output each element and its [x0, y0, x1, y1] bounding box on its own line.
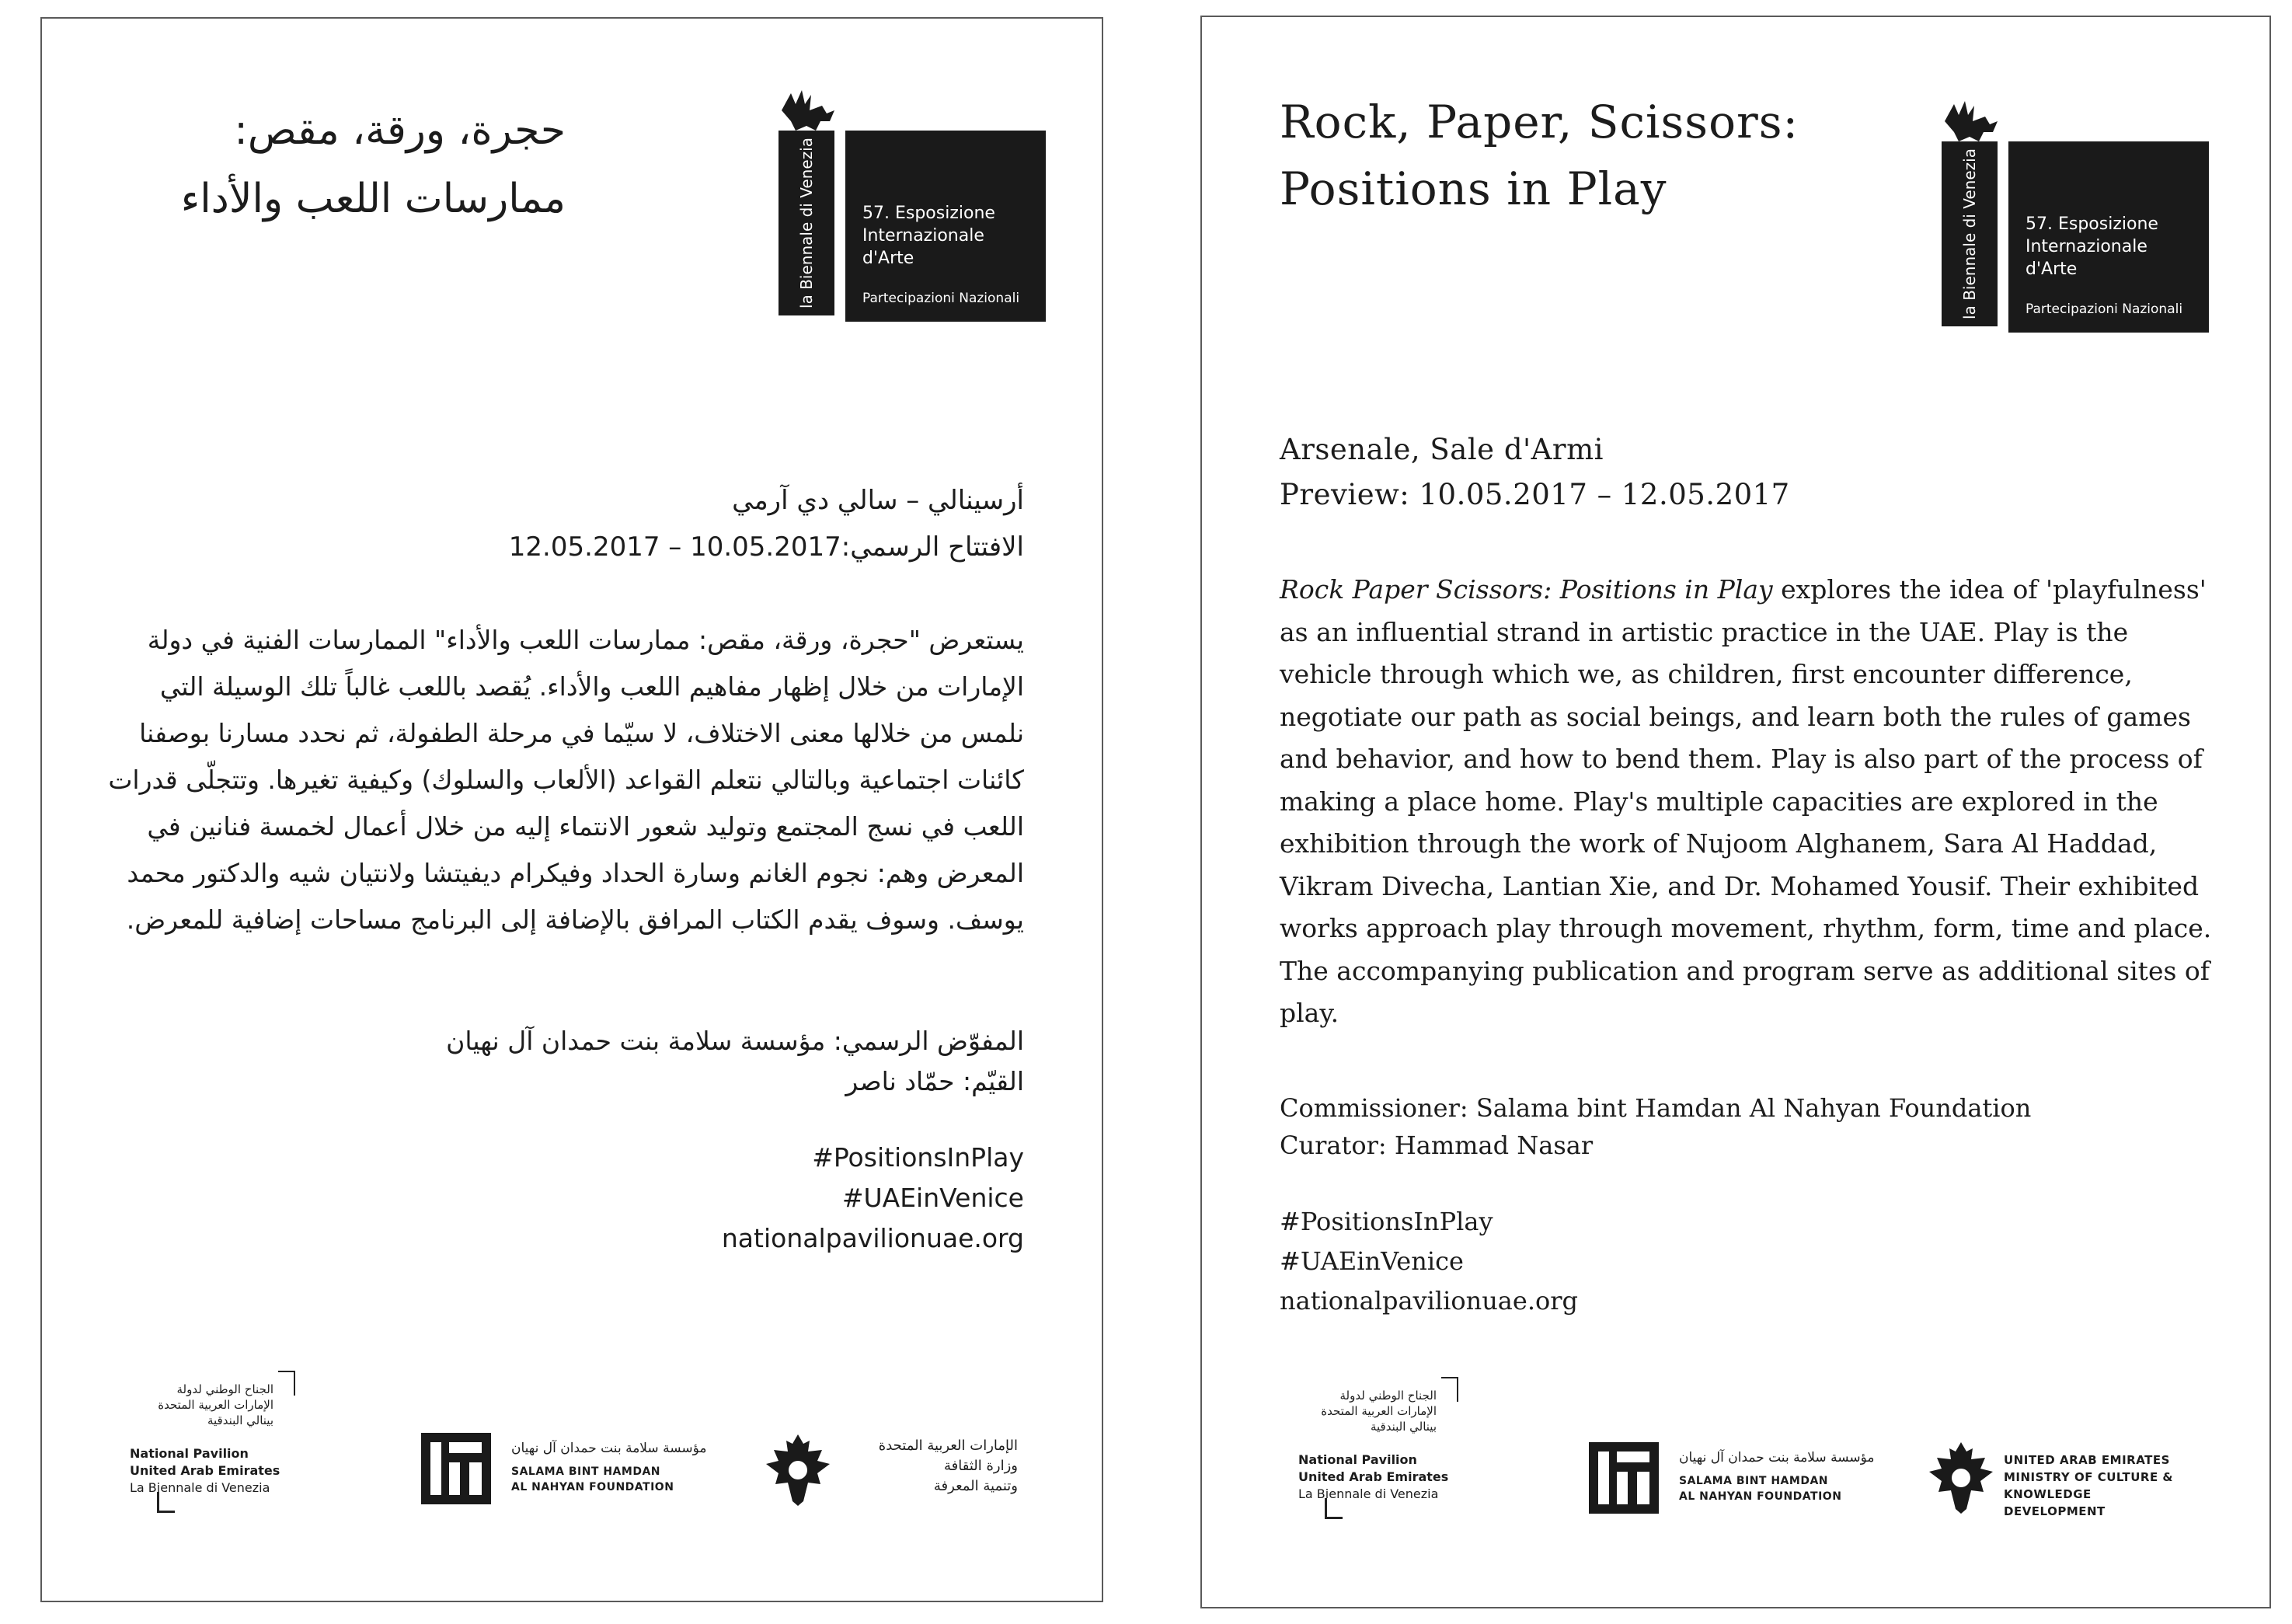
english-flyer — [1200, 16, 2271, 1608]
np-en-line1: National Pavilion — [130, 1446, 249, 1461]
corner-mark-icon — [1441, 1377, 1458, 1402]
arabic-venue-block — [325, 477, 1024, 570]
np-ar-line2: الإمارات العربية المتحدة — [158, 1398, 273, 1412]
arabic-links — [325, 1138, 1024, 1259]
moc-en-line1: UNITED ARAB EMIRATES — [2004, 1453, 2170, 1467]
hashtag-uae-in-venice[interactable]: #UAEinVenice — [1280, 1246, 1464, 1276]
ministry-culture-logo-arabic — [763, 1430, 1019, 1515]
esposizione-text: 57. Esposizione Internazionale d'Arte — [2026, 214, 2158, 279]
uae-eagle-emblem-icon — [1926, 1438, 1996, 1515]
english-preview-dates: Preview: 10.05.2017 – 12.05.2017 — [1280, 478, 1790, 511]
np-ar-line3: بينالي البندقية — [1370, 1420, 1437, 1434]
hashtag-positions-in-play[interactable]: #PositionsInPlay — [1280, 1207, 1493, 1236]
np-en-line3: La Biennale di Venezia — [1298, 1486, 1439, 1501]
np-ar-line1: الجناح الوطني لدولة — [1339, 1389, 1437, 1403]
arabic-venue: أرسينالي – سالي دي آرمي — [732, 485, 1024, 516]
moc-en-line3: KNOWLEDGE DEVELOPMENT — [2004, 1487, 2106, 1518]
english-footer-logos — [1202, 1377, 2269, 1532]
ministry-culture-arabic — [831, 1436, 1018, 1497]
salama-foundation-mark-icon — [1589, 1442, 1659, 1514]
english-commissioner: Commissioner: Salama bint Hamdan Al Nahyan Foundation — [1280, 1093, 2032, 1123]
sbh-en-line2: AL NAHYAN FOUNDATION — [511, 1481, 674, 1493]
english-title-line2: Positions in Play — [1280, 162, 1667, 215]
partecipazioni-text: Partecipazioni Nazionali — [2026, 301, 2183, 317]
salama-foundation-english — [1679, 1473, 1841, 1504]
english-links — [1280, 1202, 1578, 1321]
np-ar-line3: بينالي البندقية — [207, 1413, 273, 1427]
hashtag-uae-in-venice[interactable]: #UAEinVenice — [841, 1183, 1024, 1213]
english-description-text: explores the idea of 'playfulness' as an influential strand in artistic practice in the UAE. Play is the vehicle through which we, as children, first encounter difference, negotiate our path as social beings, and learn both the rules of games and behavior, and how to bend them. Play is also part of the process of making a place home. Play's multiple capacities are explored in the exhibition through the work of Nujoom Alghanem, Sara Al Haddad, Vikram Divecha, Lantian Xie, and Dr. Mohamed Yousif. Their exhibited works approach play through movement, rhythm, form, time and place. The accompanying publication and program serve as additional sites of play. — [1280, 574, 2212, 1028]
salama-foundation-arabic: مؤسسة سلامة بنت حمدان آل نهيان — [511, 1441, 707, 1456]
esposizione-text: 57. Esposizione Internazionale d'Arte — [862, 204, 995, 268]
partecipazioni-text: Partecipazioni Nazionali — [862, 291, 1020, 306]
ministry-culture-logo-english — [1926, 1438, 2182, 1523]
arabic-commissioner: المفوّض الرسمي: مؤسسة سلامة بنت حمدان آل نهيان — [446, 1026, 1024, 1056]
moc-ar-line3: وتنمية المعرفة — [933, 1478, 1018, 1494]
corner-mark-icon — [1325, 1498, 1343, 1519]
sbh-en-line1: SALAMA BINT HAMDAN — [511, 1465, 660, 1478]
np-ar-line2: الإمارات العربية المتحدة — [1321, 1404, 1437, 1418]
website-link[interactable]: nationalpavilionuae.org — [1280, 1286, 1579, 1316]
biennale-spine-text: la Biennale di Venezia — [1960, 148, 1979, 319]
arabic-title — [68, 96, 566, 233]
salama-foundation-logo — [421, 1433, 747, 1511]
salama-foundation-english — [511, 1464, 674, 1495]
english-venue-block — [1280, 427, 1790, 518]
arabic-credits — [325, 1021, 1024, 1102]
biennale-spine — [779, 131, 834, 315]
corner-mark-icon — [278, 1371, 295, 1396]
arabic-flyer — [40, 17, 1103, 1602]
np-en-line1: National Pavilion — [1298, 1452, 1417, 1467]
national-pavilion-logo — [126, 1371, 359, 1518]
english-title — [1280, 89, 1799, 222]
sbh-en-line2: AL NAHYAN FOUNDATION — [1679, 1490, 1842, 1503]
national-pavilion-arabic — [110, 1382, 273, 1428]
winged-lion-icon — [1942, 98, 2001, 148]
biennale-spine — [1942, 141, 1998, 326]
national-pavilion-logo — [1289, 1377, 1522, 1525]
sbh-en-line1: SALAMA BINT HAMDAN — [1679, 1475, 1828, 1487]
np-en-line3: La Biennale di Venezia — [130, 1480, 270, 1495]
corner-mark-icon — [157, 1492, 175, 1513]
np-en-line2: United Arab Emirates — [1298, 1469, 1449, 1484]
biennale-block — [2008, 141, 2209, 333]
hashtag-positions-in-play[interactable]: #PositionsInPlay — [812, 1142, 1024, 1173]
english-description — [1280, 569, 2212, 1035]
np-en-line2: United Arab Emirates — [130, 1463, 280, 1478]
english-title-line1: Rock, Paper, Scissors: — [1280, 96, 1799, 148]
english-curator: Curator: Hammad Nasar — [1280, 1131, 1594, 1160]
english-venue: Arsenale, Sale d'Armi — [1280, 433, 1604, 466]
salama-foundation-logo — [1589, 1442, 1915, 1520]
website-link[interactable]: nationalpavilionuae.org — [721, 1223, 1024, 1253]
arabic-title-line1: حجرة، ورقة، مقص: — [234, 107, 566, 154]
national-pavilion-english — [1298, 1451, 1448, 1503]
biennale-block — [845, 131, 1046, 322]
arabic-title-line2: ممارسات اللعب والأداء — [180, 176, 566, 222]
salama-foundation-mark-icon — [421, 1433, 491, 1504]
uae-eagle-emblem-icon — [763, 1430, 833, 1507]
biennale-spine-text: la Biennale di Venezia — [797, 138, 816, 308]
moc-ar-line2: وزارة الثقافة — [944, 1458, 1018, 1474]
moc-en-line2: MINISTRY OF CULTURE & — [2004, 1470, 2173, 1484]
english-credits — [1280, 1089, 2031, 1164]
arabic-preview-dates: الافتتاح الرسمي:10.05.2017 – 12.05.2017 — [508, 531, 1024, 563]
exhibition-title-italic: Rock Paper Scissors: Positions in Play — [1280, 574, 1773, 605]
salama-foundation-arabic: مؤسسة سلامة بنت حمدان آل نهيان — [1679, 1450, 1875, 1465]
arabic-curator: القيّم: حمّاد ناصر — [845, 1066, 1024, 1096]
arabic-footer-logos — [42, 1371, 1102, 1526]
np-ar-line1: الجناح الوطني لدولة — [176, 1382, 273, 1396]
national-pavilion-arabic — [1273, 1388, 1437, 1434]
arabic-description: يستعرض "حجرة، ورقة، مقص: ممارسات اللعب والأداء" الممارسات الفنية في دولة الإمارات من خلال إظهار مفاهيم اللعب والأداء. يُقصد باللعب غالباً تلك الوسيلة التي نلمس من خلالها معنى الاختلاف، لا سيّما في مرحلة الطفولة، ثم نحدد مسارنا بوصفنا كائنات اجتماعية وبالتالي نتعلم القواعد (الألعاب والسلوك) وكيفية تغيرها. وتتجلّى قدرات اللعب في نسج المجتمع وتوليد شعور الانتماء إليه من خلال أعمال لخمسة فنانين في المعرض وهم: نجوم الغانم وسارة الحداد وفيكرام ديفيتشا ولانتيان شيه والدكتور محمد يوسف. وسوف يقدم الكتاب المرافق بالإضافة إلى البرنامج مساحات إضافية للمعرض. — [108, 625, 1024, 935]
moc-ar-line1: الإمارات العربية المتحدة — [878, 1438, 1018, 1454]
ministry-culture-english — [2004, 1451, 2182, 1520]
winged-lion-icon — [779, 87, 838, 137]
national-pavilion-english — [130, 1445, 280, 1497]
